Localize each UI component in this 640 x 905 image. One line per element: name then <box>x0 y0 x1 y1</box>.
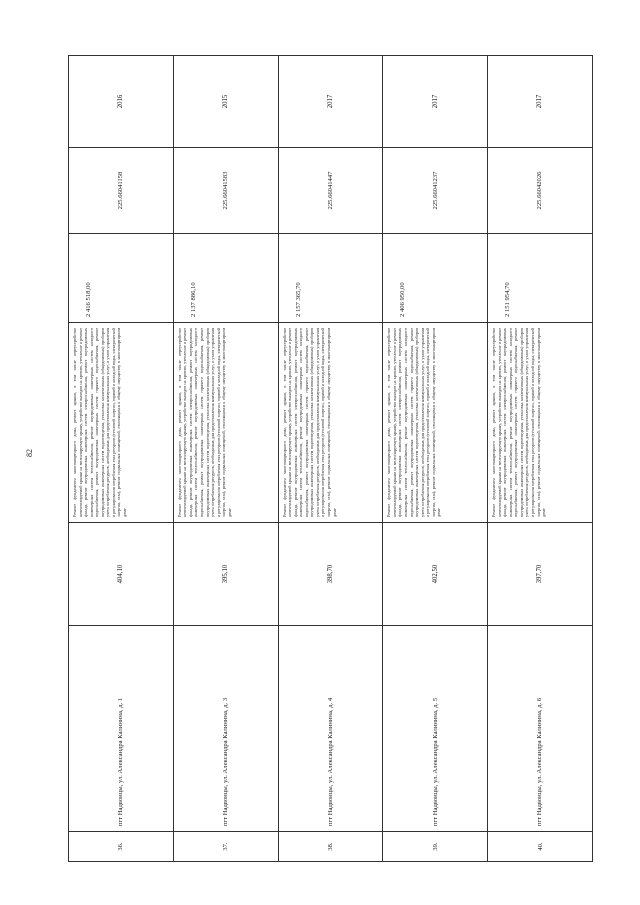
record-code: 225.66041447 <box>278 148 383 234</box>
repair-cost: 2 406 950,00 <box>383 234 488 323</box>
repair-cost: 2 157 365,70 <box>278 234 383 323</box>
page-number: 82 <box>25 449 34 457</box>
building-area: 402,50 <box>383 523 488 626</box>
table-row <box>278 56 383 862</box>
record-code: 225.66041583 <box>173 148 278 234</box>
rotated-table-frame <box>68 56 593 862</box>
table-row <box>383 56 488 862</box>
record-code: 225.66041237 <box>383 148 488 234</box>
repair-works-list: Ремонт фундамента многоквартирного дома, ремонт крыши, в том числе переустройство невентилируемой крыши на вентилируемую крышу, устройство выходов на кровлю, утепление и ремонт фасада, ремонт внутридомовых инженерных систем электроснабжения, ремонт внутридомовых инженерных систем теплоснабжения, ремонт внутридомовых инженерных систем холодного водоснабжения, ремонт внутридомовых инженерных систем горячего водоснабжения, ремонт внутридомовых инженерных систем водоотведения, установка коллективных (общедомовых) приборов учета потребления ресурсов, необходимых для предоставления коммунальных услуг, и узлов управления и регулирования потребления этих ресурсов (тепловой энергии, горячей и холодной воды, электрической энергии, газа), ремонт подвальных помещений, относящихся к общему имуществу в многоквартирном доме <box>69 323 174 523</box>
building-address: пгт Надвоицы, ул. Александра Калинина, д. 4 <box>278 626 383 832</box>
table-row <box>69 56 174 862</box>
building-area: 397,70 <box>488 523 593 626</box>
planned-year: 2017 <box>383 56 488 148</box>
planned-year: 2016 <box>69 56 174 148</box>
record-code: 225.66041158 <box>69 148 174 234</box>
repair-cost: 2 137 886,10 <box>173 234 278 323</box>
row-number: 40. <box>488 832 593 862</box>
row-number: 38. <box>278 832 383 862</box>
building-address: пгт Надвоицы, ул. Александра Калинина, д. 1 <box>69 626 174 832</box>
repair-works-list: Ремонт фундамента многоквартирного дома, ремонт крыши, в том числе переустройство невентилируемой крыши на вентилируемую крышу, устройство выходов на кровлю, утепление и ремонт фасада, ремонт внутридомовых инженерных систем электроснабжения, ремонт внутридомовых инженерных систем теплоснабжения, ремонт внутридомовых инженерных систем холодного водоснабжения, ремонт внутридомовых инженерных систем горячего водоснабжения, ремонт внутридомовых инженерных систем водоотведения, установка коллективных (общедомовых) приборов учета потребления ресурсов, необходимых для предоставления коммунальных услуг, и узлов управления и регулирования потребления этих ресурсов (тепловой энергии, горячей и холодной воды, электрической энергии, газа), ремонт подвальных помещений, относящихся к общему имуществу в многоквартирном доме <box>173 323 278 523</box>
planned-year: 2017 <box>488 56 593 148</box>
building-area: 398,70 <box>278 523 383 626</box>
planned-year: 2015 <box>173 56 278 148</box>
planned-year: 2017 <box>278 56 383 148</box>
repair-cost: 2 151 954,70 <box>488 234 593 323</box>
building-address: пгт Надвоицы, ул. Александра Калинина, д. 3 <box>173 626 278 832</box>
row-number: 36. <box>69 832 174 862</box>
table-row <box>173 56 278 862</box>
building-address: пгт Надвоицы, ул. Александра Калинина, д. 6 <box>488 626 593 832</box>
repair-schedule-table <box>68 55 593 862</box>
table-row <box>488 56 593 862</box>
building-area: 395,10 <box>173 523 278 626</box>
repair-cost: 2 416 518,00 <box>69 234 174 323</box>
row-number: 39. <box>383 832 488 862</box>
repair-works-list: Ремонт фундамента многоквартирного дома, ремонт крыши, в том числе переустройство невентилируемой крыши на вентилируемую крышу, устройство выходов на кровлю, утепление и ремонт фасада, ремонт внутридомовых инженерных систем электроснабжения, ремонт внутридомовых инженерных систем теплоснабжения, ремонт внутридомовых инженерных систем холодного водоснабжения, ремонт внутридомовых инженерных систем горячего водоснабжения, ремонт внутридомовых инженерных систем водоотведения, установка коллективных (общедомовых) приборов учета потребления ресурсов, необходимых для предоставления коммунальных услуг, и узлов управления и регулирования потребления этих ресурсов (тепловой энергии, горячей и холодной воды, электрической энергии, газа), ремонт подвальных помещений, относящихся к общему имуществу в многоквартирном доме <box>278 323 383 523</box>
repair-works-list: Ремонт фундамента многоквартирного дома, ремонт крыши, в том числе переустройство невентилируемой крыши на вентилируемую крышу, устройство выходов на кровлю, утепление и ремонт фасада, ремонт внутридомовых инженерных систем электроснабжения, ремонт внутридомовых инженерных систем теплоснабжения, ремонт внутридомовых инженерных систем холодного водоснабжения, ремонт внутридомовых инженерных систем горячего водоснабжения, ремонт внутридомовых инженерных систем водоотведения, установка коллективных (общедомовых) приборов учета потребления ресурсов, необходимых для предоставления коммунальных услуг, и узлов управления и регулирования потребления этих ресурсов (тепловой энергии, горячей и холодной воды, электрической энергии, газа), ремонт подвальных помещений, относящихся к общему имуществу в многоквартирном доме <box>383 323 488 523</box>
record-code: 225.66042026 <box>488 148 593 234</box>
rotated-table-content <box>68 56 593 862</box>
repair-works-list: Ремонт фундамента многоквартирного дома, ремонт крыши, в том числе переустройство невентилируемой крыши на вентилируемую крышу, устройство выходов на кровлю, утепление и ремонт фасада, ремонт внутридомовых инженерных систем электроснабжения, ремонт внутридомовых инженерных систем теплоснабжения, ремонт внутридомовых инженерных систем холодного водоснабжения, ремонт внутридомовых инженерных систем горячего водоснабжения, ремонт внутридомовых инженерных систем водоотведения, установка коллективных (общедомовых) приборов учета потребления ресурсов, необходимых для предоставления коммунальных услуг, и узлов управления и регулирования потребления этих ресурсов (тепловой энергии, горячей и холодной воды, электрической энергии, газа), ремонт подвальных помещений, относящихся к общему имуществу в многоквартирном доме <box>488 323 593 523</box>
building-area: 404,10 <box>69 523 174 626</box>
row-number: 37. <box>173 832 278 862</box>
building-address: пгт Надвоицы, ул. Александра Калинина, д. 5 <box>383 626 488 832</box>
